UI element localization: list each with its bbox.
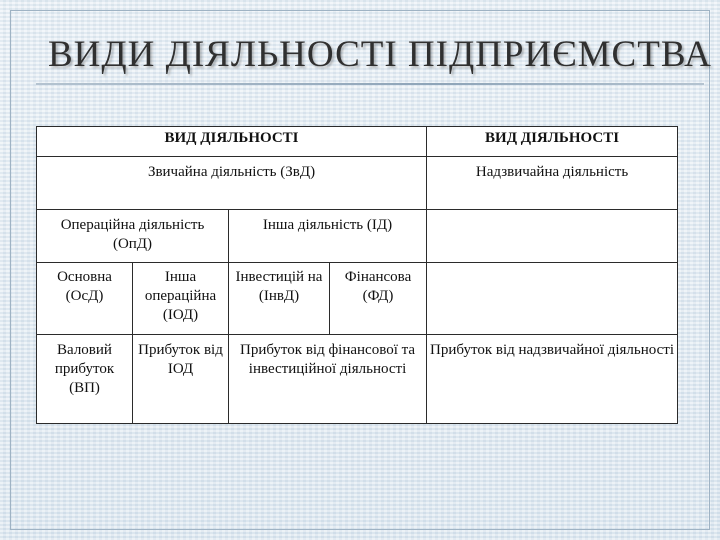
- table-row-activity-subtype: [37, 210, 678, 263]
- table-row-profits: [37, 335, 678, 424]
- cell-empty: [427, 210, 678, 263]
- table-row-activity-type: [37, 157, 678, 210]
- cell-other-activity: Інша діяльність (ІД): [229, 210, 427, 263]
- table-row-activity-kinds: [37, 263, 678, 335]
- cell-other-operating-activity: Інша операційна (ІОД): [133, 263, 229, 335]
- table-header-row: [37, 127, 678, 157]
- cell-extraordinary-profit: Прибуток від надзвичайної діяльності: [427, 335, 678, 424]
- cell-extraordinary-activity: Надзвичайна діяльність: [427, 157, 678, 210]
- cell-financial-activity: Фінансова (ФД): [330, 263, 427, 335]
- cell-main-activity: Основна (ОсД): [37, 263, 133, 335]
- header-cell-left: ВИД ДІЯЛЬНОСТІ: [37, 127, 427, 157]
- header-cell-right: ВИД ДІЯЛЬНОСТІ: [427, 127, 678, 157]
- cell-fin-invest-profit: Прибуток від фінансової та інвестиційної діяльності: [229, 335, 427, 424]
- cell-operating-activity: Операційна діяльність (ОпД): [37, 210, 229, 263]
- cell-empty-shaded: [427, 263, 678, 335]
- activity-types-table: [36, 126, 678, 424]
- cell-investment-activity: Інвестицій на (ІнвД): [229, 263, 330, 335]
- cell-gross-profit: Валовий прибуток (ВП): [37, 335, 133, 424]
- slide-title: ВИДИ ДІЯЛЬНОСТІ ПІДПРИЄМСТВА: [48, 34, 712, 75]
- cell-ordinary-activity: Звичайна діяльність (ЗвД): [37, 157, 427, 210]
- cell-other-operating-profit: Прибуток від ІОД: [133, 335, 229, 424]
- title-underline: [36, 83, 704, 85]
